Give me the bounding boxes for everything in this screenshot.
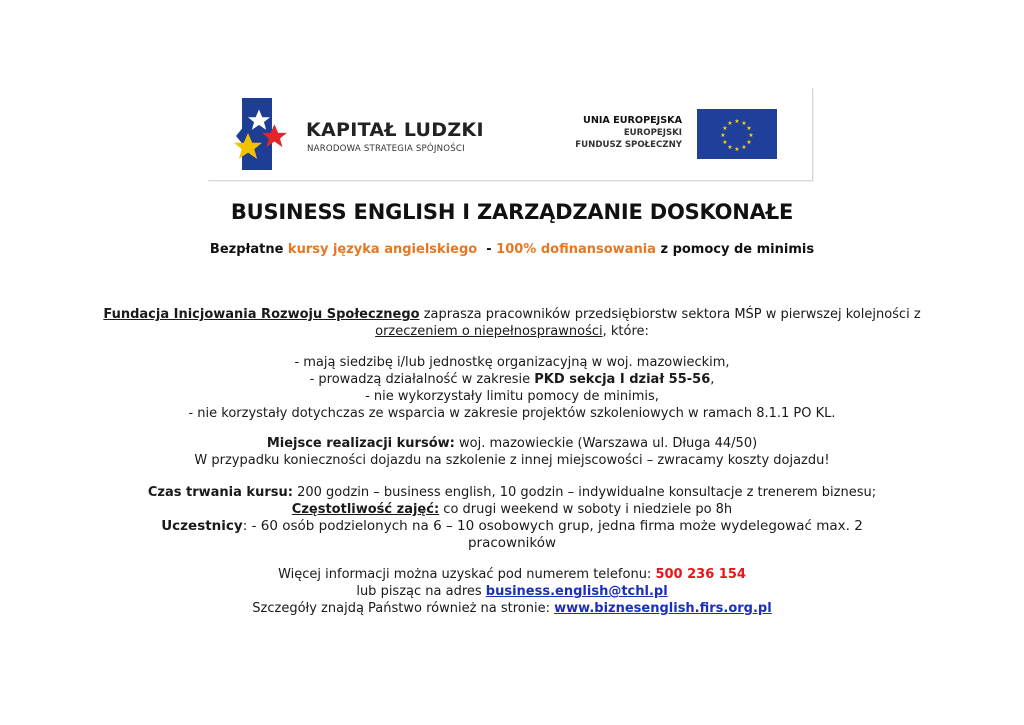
phone-text: Więcej informacji można uzyskać pod numerem telefonu:: [278, 567, 656, 582]
svg-text:★: ★: [727, 144, 733, 151]
intro-text2: , które:: [602, 324, 649, 339]
page-title: BUSINESS ENGLISH I ZARZĄDZANIE DOSKONAŁE: [230, 200, 794, 224]
location-value: woj. mazowieckie (Warszawa ul. Długa 44/50): [454, 436, 758, 451]
email-text: lub pisząc na adres: [356, 584, 486, 599]
svg-text:★: ★: [720, 132, 726, 139]
frequency-label: Częstotliwość zajęć:: [291, 502, 440, 517]
criterion-2-end: ,: [710, 372, 715, 387]
svg-text:★: ★: [722, 125, 728, 132]
efs-line2: FUNDUSZ SPOŁECZNY: [575, 140, 682, 150]
website-link[interactable]: www.biznesenglish.firs.org.pl: [554, 601, 772, 616]
website-text: Szczegóły znajdą Państwo również na stronie:: [252, 601, 555, 616]
participants-value: : - 60 osób podzielonych na 6 – 10 osobowych grup, jedna firma może wydelegować max. 2: [242, 518, 863, 534]
disability-certificate: orzeczeniem o niepełnosprawności: [375, 324, 603, 339]
organization-name: Fundacja Inicjowania Rozwoju Społecznego: [103, 307, 420, 322]
eu-flag-icon: [697, 109, 777, 159]
criteria-list: [0, 354, 1024, 422]
criterion-2-pkd: PKD sekcja I dział 55-56: [534, 372, 711, 387]
kapital-ludzki-subtitle: NARODOWA STRATEGIA SPÓJNOŚCI: [307, 144, 465, 154]
svg-text:★: ★: [746, 139, 752, 146]
participants-value-cont: pracowników: [467, 535, 557, 551]
duration-label: Czas trwania kursu:: [147, 485, 293, 500]
eu-fund-label: [575, 115, 682, 151]
location-label: Miejsce realizacji kursów:: [266, 436, 455, 451]
svg-text:★: ★: [741, 144, 747, 151]
svg-text:★: ★: [746, 125, 752, 132]
participants-label: Uczestnicy: [161, 518, 243, 534]
location-block: [0, 435, 1024, 469]
svg-text:★: ★: [734, 146, 740, 153]
subtitle-funding: 100% dofinansowania: [496, 242, 656, 257]
email-link[interactable]: business.english@tchl.pl: [485, 584, 668, 599]
subtitle-part3: -: [477, 242, 497, 257]
svg-text:★: ★: [734, 118, 740, 125]
logo-header: [208, 88, 813, 181]
course-details: [0, 484, 1024, 552]
subtitle-courses: kursy języka angielskiego: [287, 242, 478, 257]
eu-name: UNIA EUROPEJSKA: [583, 115, 682, 126]
criterion-3: - nie wykorzystały limitu pomocy de minimis,: [365, 389, 659, 404]
efs-line1: EUROPEJSKI: [623, 128, 682, 138]
intro-paragraph: [0, 306, 1024, 340]
travel-note: W przypadku konieczności dojazdu na szkolenie z innej miejscowości – zwracamy koszty dojazdu!: [194, 453, 830, 468]
subtitle: [0, 242, 1024, 257]
svg-text:★: ★: [741, 120, 747, 127]
kapital-ludzki-logo-icon: [234, 96, 294, 172]
duration-value: 200 godzin – business english, 10 godzin – indywidualne konsultacje z trenerem biznesu;: [292, 485, 877, 500]
criterion-1: - mają siedzibę i/lub jednostkę organizacyjną w woj. mazowieckim,: [294, 355, 730, 370]
subtitle-part5: z pomocy de minimis: [655, 242, 815, 257]
frequency-value: co drugi weekend w soboty i niedziele po 8h: [439, 502, 733, 517]
contact-block: [0, 566, 1024, 617]
criterion-2: [0, 371, 1024, 388]
criterion-4: - nie korzystały dotychczas ze wsparcia w zakresie projektów szkoleniowych w ramach 8.1.1 PO KL.: [188, 406, 836, 421]
subtitle-part1: Bezpłatne: [209, 242, 288, 257]
kapital-ludzki-title: KAPITAŁ LUDZKI: [306, 119, 484, 141]
svg-text:★: ★: [722, 139, 728, 146]
criterion-2-text: - prowadzą działalność w zakresie: [309, 372, 535, 387]
svg-text:★: ★: [727, 120, 733, 127]
svg-text:★: ★: [748, 132, 754, 139]
intro-text1: zaprasza pracowników przedsiębiorstw sektora MŚP w pierwszej kolejności z: [419, 307, 921, 322]
phone-number[interactable]: 500 236 154: [655, 567, 746, 582]
